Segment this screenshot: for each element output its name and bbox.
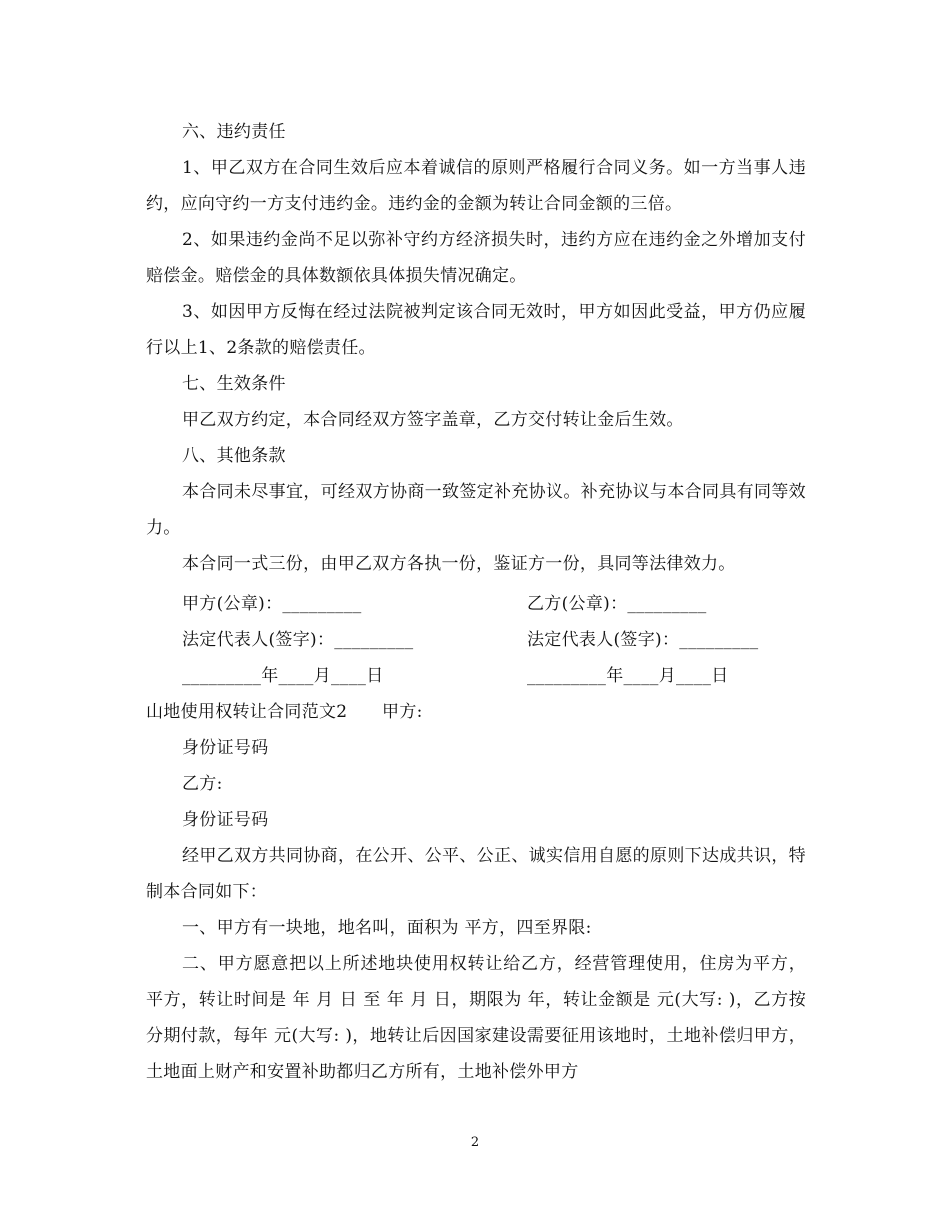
section6-heading: 六、违约责任 xyxy=(182,122,286,142)
section8-heading: 八、其他条款 xyxy=(182,446,286,466)
doc2-party-a-id: 身份证号码 xyxy=(182,738,269,758)
party-a-representative: 法定代表人(签字)：_________ xyxy=(182,630,414,650)
page-number: 2 xyxy=(470,1135,480,1150)
section6-item-2: 2、如果违约金尚不足以弥补守约方经济损失时，违约方应在违约金之外增加支付赔偿金。赔偿金的具体数额依具体损失情况确定。 xyxy=(146,230,806,286)
party-b-date: _________年____月____日 xyxy=(527,666,729,686)
party-a-seal: 甲方(公章)：_________ xyxy=(182,594,362,614)
section8-text-1: 本合同未尽事宜，可经双方协商一致签定补充协议。补充协议与本合同具有同等效力。 xyxy=(146,482,806,538)
section6-item-1: 1、甲乙双方在合同生效后应本着诚信的原则严格履行合同义务。如一方当事人违约，应向守约一方支付违约金。违约金的金额为转让合同金额的三倍。 xyxy=(146,158,806,214)
doc2-intro: 经甲乙双方共同协商，在公开、公平、公正、诚实信用自愿的原则下达成共识，特制本合同如下： xyxy=(146,846,806,902)
party-a-date: _________年____月____日 xyxy=(182,666,384,686)
doc2-party-b: 乙方: xyxy=(182,774,223,794)
party-b-seal: 乙方(公章)：_________ xyxy=(527,594,707,614)
doc2-party-b-id: 身份证号码 xyxy=(182,810,269,830)
section7-heading: 七、生效条件 xyxy=(182,374,286,394)
doc2-clause-2: 二、甲方愿意把以上所述地块使用权转让给乙方，经营管理使用，住房为平方， 平方，转让时间是 年 月 日 至 年 月 日，期限为 年，转让金额是 元(大写: )，乙方按分期付款，每年 元(大写: )，地转让后因国家建设需要征用该地时，土地补偿归甲方，土地面上财产和安置补助都归乙方所有，土地补偿外甲方 xyxy=(146,954,807,1082)
section8-text-2: 本合同一式三份，由甲乙双方各执一份，鉴证方一份，具同等法律效力。 xyxy=(182,554,736,574)
party-b-representative: 法定代表人(签字)：_________ xyxy=(527,630,759,650)
doc2-title: 山地使用权转让合同范文2 甲方: xyxy=(146,702,423,722)
doc2-clause-1: 一、甲方有一块地，地名叫，面积为 平方，四至界限: xyxy=(182,918,592,938)
section6-item-3: 3、如因甲方反悔在经过法院被判定该合同无效时，甲方如因此受益，甲方仍应履行以上1、2条款的赔偿责任。 xyxy=(146,302,806,358)
section7-text: 甲乙双方约定，本合同经双方签字盖章，乙方交付转让金后生效。 xyxy=(182,410,684,430)
